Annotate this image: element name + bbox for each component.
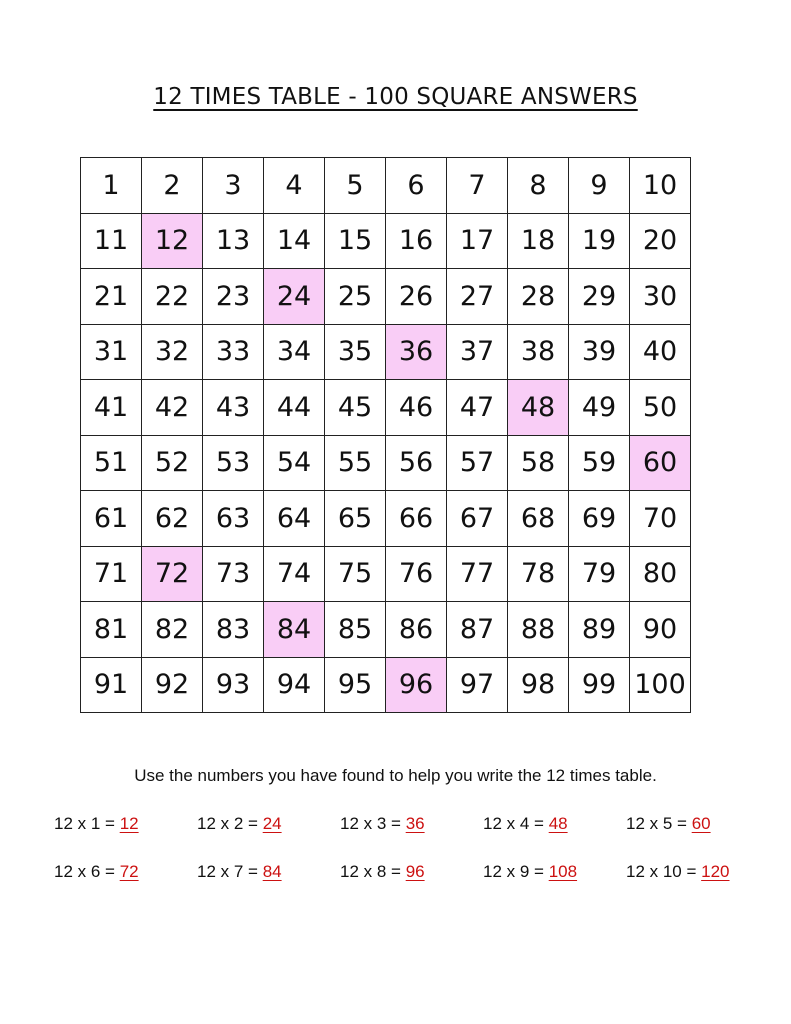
grid-cell: 23 xyxy=(203,269,264,325)
grid-cell: 38 xyxy=(508,324,569,380)
grid-cell: 27 xyxy=(447,269,508,325)
grid-cell: 69 xyxy=(569,491,630,547)
equation-answer: 72 xyxy=(119,862,139,881)
grid-cell: 71 xyxy=(81,546,142,602)
equation-answer: 36 xyxy=(405,814,425,833)
grid-cell: 2 xyxy=(142,158,203,214)
grid-cell: 30 xyxy=(630,269,691,325)
grid-cell: 90 xyxy=(630,602,691,658)
grid-cell: 21 xyxy=(81,269,142,325)
equation-row-2 xyxy=(0,862,791,890)
equation-answer: 48 xyxy=(548,814,568,833)
equation-answer: 60 xyxy=(691,814,711,833)
grid-cell: 18 xyxy=(508,213,569,269)
equation-question: 12 x 9 = xyxy=(483,862,549,881)
grid-cell: 53 xyxy=(203,435,264,491)
grid-cell: 10 xyxy=(630,158,691,214)
equation-question: 12 x 7 = xyxy=(197,862,263,881)
grid-cell: 39 xyxy=(569,324,630,380)
grid-row xyxy=(81,546,691,602)
grid-cell: 20 xyxy=(630,213,691,269)
grid-cell: 37 xyxy=(447,324,508,380)
grid-cell: 5 xyxy=(325,158,386,214)
grid-row xyxy=(81,435,691,491)
grid-cell: 7 xyxy=(447,158,508,214)
grid-cell: 40 xyxy=(630,324,691,380)
page-title xyxy=(0,84,791,110)
grid-cell-highlighted: 60 xyxy=(630,435,691,491)
equation-answer: 96 xyxy=(405,862,425,881)
equation-answer: 120 xyxy=(701,862,730,881)
grid-cell: 88 xyxy=(508,602,569,658)
grid-cell: 59 xyxy=(569,435,630,491)
grid-cell: 86 xyxy=(386,602,447,658)
equation xyxy=(483,814,568,834)
grid-cell: 47 xyxy=(447,380,508,436)
grid-cell: 28 xyxy=(508,269,569,325)
equation xyxy=(626,814,711,834)
grid-cell: 17 xyxy=(447,213,508,269)
equation-row-1 xyxy=(0,814,791,842)
equation-answer: 84 xyxy=(262,862,282,881)
grid-row xyxy=(81,491,691,547)
grid-cell: 63 xyxy=(203,491,264,547)
grid-cell: 19 xyxy=(569,213,630,269)
equation xyxy=(54,862,139,882)
grid-cell: 43 xyxy=(203,380,264,436)
instructions: Use the numbers you have found to help you write the 12 times table. xyxy=(134,766,657,785)
hundred-square-grid xyxy=(80,157,691,713)
grid-cell: 67 xyxy=(447,491,508,547)
grid-cell: 52 xyxy=(142,435,203,491)
grid-cell: 3 xyxy=(203,158,264,214)
grid-cell: 34 xyxy=(264,324,325,380)
grid-cell: 61 xyxy=(81,491,142,547)
grid-cell: 87 xyxy=(447,602,508,658)
grid-cell: 6 xyxy=(386,158,447,214)
grid-cell: 81 xyxy=(81,602,142,658)
grid-cell: 41 xyxy=(81,380,142,436)
grid-row xyxy=(81,657,691,713)
equation-question: 12 x 10 = xyxy=(626,862,702,881)
grid-cell: 89 xyxy=(569,602,630,658)
grid-cell: 79 xyxy=(569,546,630,602)
grid-cell: 66 xyxy=(386,491,447,547)
grid-cell: 80 xyxy=(630,546,691,602)
grid-cell: 75 xyxy=(325,546,386,602)
grid-cell: 25 xyxy=(325,269,386,325)
grid-row xyxy=(81,269,691,325)
grid-cell-highlighted: 12 xyxy=(142,213,203,269)
grid-cell-highlighted: 96 xyxy=(386,657,447,713)
equation-question: 12 x 1 = xyxy=(54,814,120,833)
grid-cell: 56 xyxy=(386,435,447,491)
grid-cell-highlighted: 72 xyxy=(142,546,203,602)
equation xyxy=(197,814,282,834)
grid-cell: 85 xyxy=(325,602,386,658)
equation-question: 12 x 5 = xyxy=(626,814,692,833)
grid-cell-highlighted: 24 xyxy=(264,269,325,325)
grid-cell: 44 xyxy=(264,380,325,436)
grid-cell: 31 xyxy=(81,324,142,380)
grid-cell: 74 xyxy=(264,546,325,602)
grid-cell: 83 xyxy=(203,602,264,658)
grid-cell: 50 xyxy=(630,380,691,436)
grid-cell: 97 xyxy=(447,657,508,713)
equation-answer: 24 xyxy=(262,814,282,833)
grid-cell: 45 xyxy=(325,380,386,436)
equation-question: 12 x 8 = xyxy=(340,862,406,881)
grid-cell: 76 xyxy=(386,546,447,602)
equation-question: 12 x 6 = xyxy=(54,862,120,881)
equation-answer: 12 xyxy=(119,814,139,833)
grid-cell: 29 xyxy=(569,269,630,325)
grid-cell: 11 xyxy=(81,213,142,269)
grid-cell: 82 xyxy=(142,602,203,658)
grid-cell: 32 xyxy=(142,324,203,380)
grid-cell: 26 xyxy=(386,269,447,325)
equation-question: 12 x 2 = xyxy=(197,814,263,833)
grid-cell: 94 xyxy=(264,657,325,713)
grid-cell: 64 xyxy=(264,491,325,547)
grid-cell: 95 xyxy=(325,657,386,713)
grid-cell-highlighted: 48 xyxy=(508,380,569,436)
grid-cell: 78 xyxy=(508,546,569,602)
grid-cell: 91 xyxy=(81,657,142,713)
grid-cell: 73 xyxy=(203,546,264,602)
grid-cell-highlighted: 84 xyxy=(264,602,325,658)
grid-cell: 13 xyxy=(203,213,264,269)
grid-row xyxy=(81,602,691,658)
grid-cell: 55 xyxy=(325,435,386,491)
grid-cell: 65 xyxy=(325,491,386,547)
grid-cell: 51 xyxy=(81,435,142,491)
equation-question: 12 x 4 = xyxy=(483,814,549,833)
equation-question: 12 x 3 = xyxy=(340,814,406,833)
grid-cell: 70 xyxy=(630,491,691,547)
equation-answer: 108 xyxy=(548,862,578,881)
grid-cell: 68 xyxy=(508,491,569,547)
grid-cell: 14 xyxy=(264,213,325,269)
grid-cell: 4 xyxy=(264,158,325,214)
equation xyxy=(340,814,425,834)
grid-cell: 33 xyxy=(203,324,264,380)
grid-cell: 9 xyxy=(569,158,630,214)
grid-row xyxy=(81,158,691,214)
grid-cell: 42 xyxy=(142,380,203,436)
grid-row xyxy=(81,380,691,436)
equation xyxy=(483,862,577,882)
grid-cell: 92 xyxy=(142,657,203,713)
grid-cell: 46 xyxy=(386,380,447,436)
grid-cell: 62 xyxy=(142,491,203,547)
grid-row xyxy=(81,324,691,380)
grid-cell: 8 xyxy=(508,158,569,214)
grid-cell-highlighted: 36 xyxy=(386,324,447,380)
grid-cell: 98 xyxy=(508,657,569,713)
equation xyxy=(54,814,139,834)
equation xyxy=(340,862,425,882)
grid-cell: 99 xyxy=(569,657,630,713)
grid-row xyxy=(81,213,691,269)
grid-cell: 57 xyxy=(447,435,508,491)
grid-cell: 1 xyxy=(81,158,142,214)
grid-cell: 16 xyxy=(386,213,447,269)
grid-cell: 58 xyxy=(508,435,569,491)
grid-cell: 93 xyxy=(203,657,264,713)
equation xyxy=(197,862,282,882)
title-text: 12 TIMES TABLE - 100 SQUARE ANSWERS xyxy=(153,84,638,110)
grid-cell: 77 xyxy=(447,546,508,602)
grid-cell: 22 xyxy=(142,269,203,325)
grid-cell: 35 xyxy=(325,324,386,380)
grid-cell: 49 xyxy=(569,380,630,436)
grid-cell: 15 xyxy=(325,213,386,269)
grid-cell: 54 xyxy=(264,435,325,491)
grid-cell: 100 xyxy=(630,657,691,713)
equation xyxy=(626,862,730,882)
